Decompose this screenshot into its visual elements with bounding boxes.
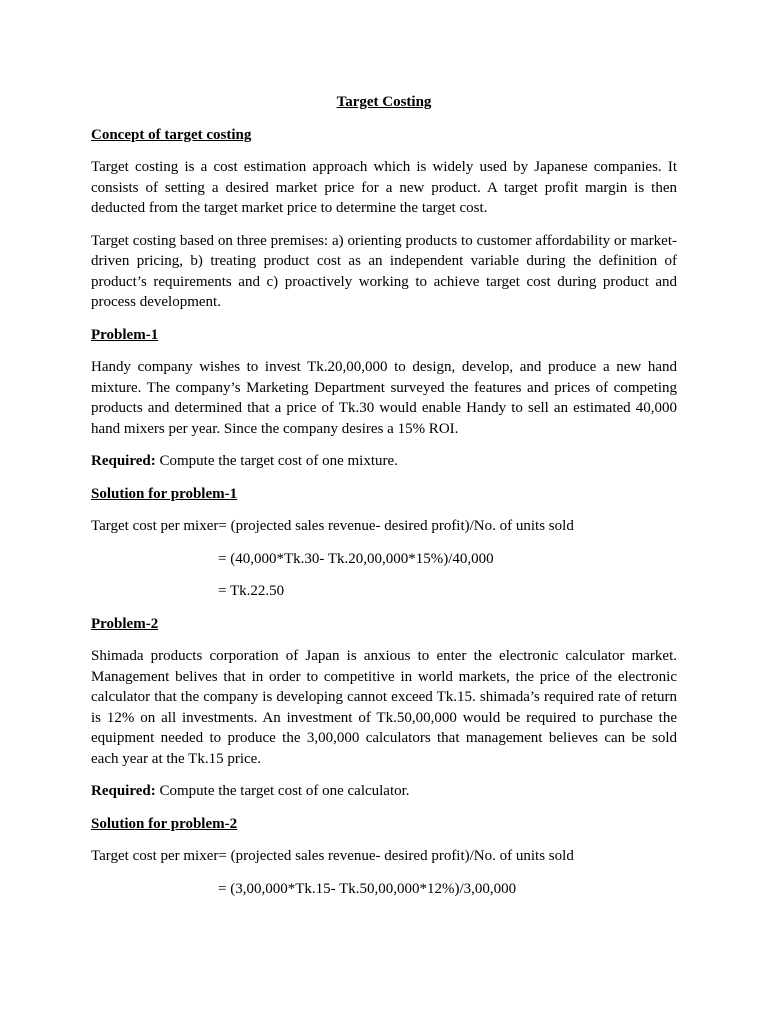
problem-1-required: [91, 451, 677, 472]
required-label: Required:: [91, 783, 156, 799]
solution-1-formula: Target cost per mixer= (projected sales revenue- desired profit)/No. of units sold: [91, 518, 574, 534]
concept-heading: Concept of target costing: [91, 126, 252, 143]
required-label: Required:: [91, 453, 156, 469]
required-text: Compute the target cost of one mixture.: [155, 453, 398, 469]
concept-paragraph-1: Target costing is a cost estimation approach which is widely used by Japanese companies. It consists of setting a desired market price for a new product. A target profit margin is then deducted from the target market price to determine the target cost.: [91, 159, 677, 216]
solution-1-step-1: = (40,000*Tk.30- Tk.20,00,000*15%)/40,000: [218, 550, 494, 567]
problem-2-text: Shimada products corporation of Japan is anxious to enter the electronic calculator market. Management belives that in order to competitive in world markets, the price of the electronic calculator that the company is developing cannot exceed Tk.15. shimada’s required rate of return is 12% on all investments. An investment of Tk.50,00,000 would be required to purchase the equipment needed to produce the 3,00,000 calculators that management believes can be sold each year at the Tk.15 price.: [91, 648, 677, 767]
problem-2-required: [91, 781, 677, 802]
solution-1-heading: Solution for problem-1: [91, 485, 238, 502]
problem-1-text: Handy company wishes to invest Tk.20,00,000 to design, develop, and produce a new hand mixture. The company’s Marketing Department surveyed the features and prices of competing products and determined that a price of Tk.30 would enable Handy to sell an estimated 40,000 hand mixers per year. Since the company desires a 15% ROI.: [91, 359, 677, 437]
required-text: Compute the target cost of one calculator.: [155, 783, 410, 799]
solution-2-step-1: = (3,00,000*Tk.15- Tk.50,00,000*12%)/3,00,000: [218, 880, 517, 897]
concept-paragraph-2: Target costing based on three premises: a) orienting products to customer affordability or market-driven pricing, b) treating product cost as an independent variable during the definition of product’s requirements and c) proactively working to achieve target cost during product and process development.: [91, 232, 677, 310]
problem-1-heading: Problem-1: [91, 326, 159, 343]
document-title: Target Costing: [336, 94, 432, 110]
problem-2-heading: Problem-2: [91, 615, 159, 632]
solution-2-heading: Solution for problem-2: [91, 815, 238, 832]
solution-1-step-2: = Tk.22.50: [218, 583, 285, 599]
document-page: [91, 92, 677, 911]
solution-2-formula: Target cost per mixer= (projected sales revenue- desired profit)/No. of units sold: [91, 848, 574, 864]
